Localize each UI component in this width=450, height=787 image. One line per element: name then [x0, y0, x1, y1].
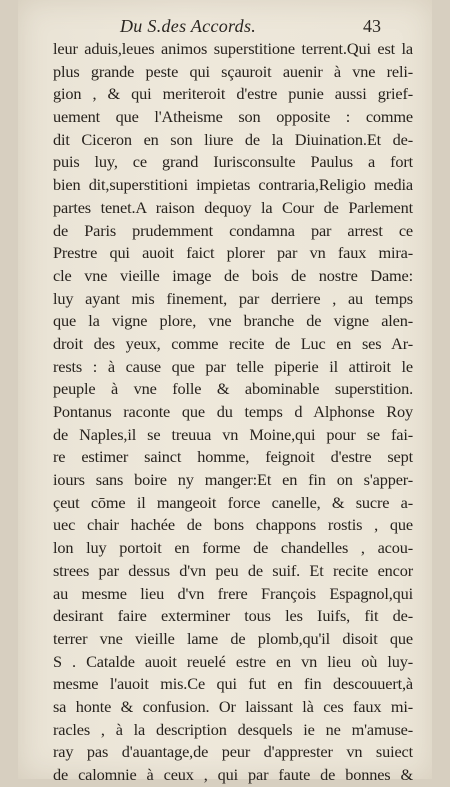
text-line: iours sans boire ny manger:Et en fin on s'apper-: [53, 470, 413, 490]
text-line: terrer vne vieille lame de plomb,qu'il disoit que: [53, 628, 413, 648]
text-line: strees par dessus d'vn peu de suif. Et recite encor: [53, 560, 413, 580]
text-line: de Paris prudemment condamna par arrest ce: [53, 220, 413, 240]
text-line: bien dit,superstitioni impietas contraria,Religio media: [53, 175, 413, 195]
text-line: S . Catalde auoit reuelé estre en vn lieu où luy-: [53, 651, 413, 671]
text-line: Prestre qui auoit faict plorer par vn faux mira-: [53, 243, 413, 263]
text-line: au mesme lieu d'vn frere François Espagnol,qui: [53, 583, 413, 603]
text-line: uement que l'Atheisme son opposite : comme: [53, 107, 413, 127]
text-line: re estimer sainct homme, feignoit d'estre sept: [53, 447, 413, 467]
text-line: peuple à vne folle & abominable superstition.: [53, 379, 413, 399]
text-line: partes tenet.A raison dequoy la Cour de Parlement: [53, 197, 413, 217]
text-line: que la vigne plore, vne branche de vigne alen-: [53, 311, 413, 331]
text-line: uec chair hachée de bons chappons rostis , que: [53, 515, 413, 535]
text-line: de calomnie à ceux , qui par faute de bonnes &: [53, 765, 413, 784]
text-line: sa honte & confusion. Or laissant là ces faux mi-: [53, 696, 413, 716]
page-header: [18, 14, 432, 40]
text-line: rests : à cause que par telle piperie il attiroit le: [53, 356, 413, 376]
text-line: racles , à la description desquels ie ne m'amuse-: [53, 719, 413, 739]
text-line: puis luy, ce grand Iurisconsulte Paulus a fort: [53, 152, 413, 172]
text-line: lon luy portoit en forme de chandelles , acou-: [53, 538, 413, 558]
text-line: ray pas d'auantage,de peur d'apprester vn suiect: [53, 742, 413, 762]
book-page: [18, 0, 432, 784]
text-line: desirant faire exterminer tous les Iuifs, fit de-: [53, 606, 413, 626]
text-line: dit Ciceron en son liure de la Diuination.Et de-: [53, 129, 413, 149]
text-line: gion , & qui meriteroit d'estre punie aussi grief-: [53, 84, 413, 104]
text-line: droit des yeux, comme recite de Luc en ses Ar-: [53, 333, 413, 353]
text-line: Pontanus raconte que du temps d Alphonse Roy: [53, 402, 413, 421]
text-line: mesme l'auoit mis.Ce qui fut en fin descouuert,à: [53, 674, 413, 694]
page-number: 43: [363, 16, 381, 36]
body-text: [53, 38, 413, 787]
text-line: plus grande peste qui sçauroit auenir à vne reli-: [53, 61, 413, 81]
text-line: leur aduis,leues animos superstitione terrent.Qui est la: [53, 39, 413, 58]
text-line: çeut cōme il mangeoit force canelle, & sucre a-: [53, 492, 413, 512]
running-head: Du S.des Accords.: [120, 16, 257, 36]
text-line: de Naples,il se treuua vn Moine,qui pour se fai-: [53, 424, 413, 444]
text-line: luy ayant mis finement, par derriere , au temps: [53, 288, 413, 308]
text-line: cle vne vieille image de bois de nostre Dame:: [53, 265, 413, 285]
